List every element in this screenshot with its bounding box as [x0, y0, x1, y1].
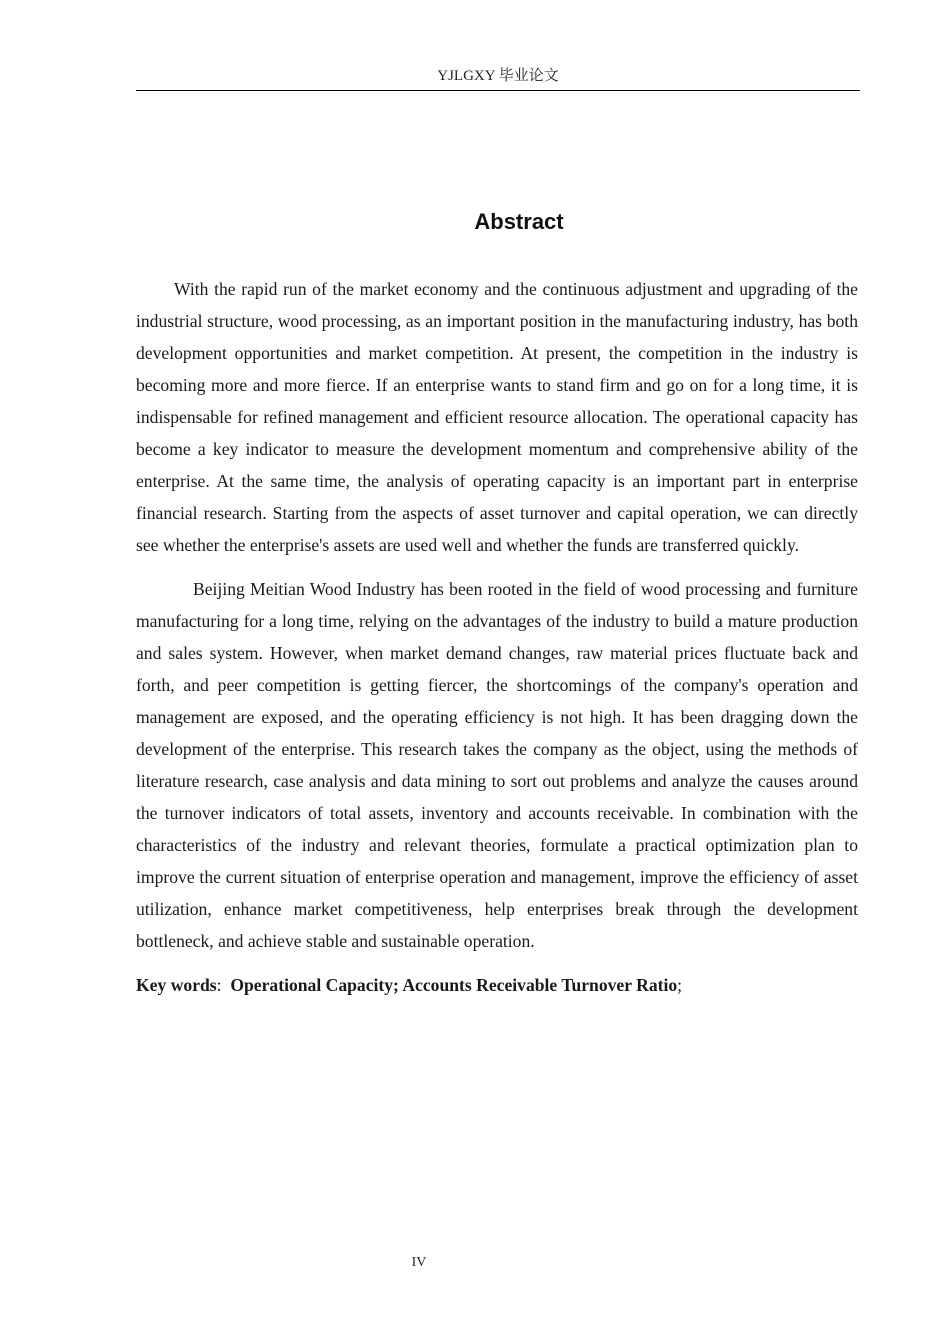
abstract-title: Abstract [474, 209, 564, 234]
abstract-paragraph-1: With the rapid run of the market economy and the continuous adjustment and upgrading of the industrial structure, wood processing, as an important position in the manufacturing industry, has both development opportunities and market competition. At present, the competition in the industry is becoming more and more fierce. If an enterprise wants to stand firm and go on for a long time, it is indispensable for refined management and efficient resource allocation. The operational capacity has become a key indicator to measure the development momentum and comprehensive ability of the enterprise. At the same time, the analysis of operating capacity is an important part in enterprise financial research. Starting from the aspects of asset turnover and capital operation, we can directly see whether the enterprise's assets are used well and whether the funds are transferred quickly. [136, 279, 858, 555]
keywords-label: Key words [136, 975, 217, 995]
page-header: YJLGXY 毕业论文 [437, 68, 559, 84]
keywords-value: Operational Capacity; Accounts Receivable Turnover Ratio [230, 975, 678, 995]
keywords-line [136, 969, 858, 1001]
keywords-trailing: ; [677, 975, 683, 995]
page-number: IV [411, 1255, 427, 1270]
keywords-separator: : [216, 975, 231, 995]
abstract-paragraph-2: Beijing Meitian Wood Industry has been rooted in the field of wood processing and furniture manufacturing for a long time, relying on the advantages of the industry to build a mature production and sales system. However, when market demand changes, raw material prices fluctuate back and forth, and peer competition is getting fiercer, the shortcomings of the company's operation and management are exposed, and the operating efficiency is not high. It has been dragging down the development of the enterprise. This research takes the company as the object, using the methods of literature research, case analysis and data mining to sort out problems and analyze the causes around the turnover indicators of total assets, inventory and accounts receivable. In combination with the characteristics of the industry and relevant theories, formulate a practical optimization plan to improve the current situation of enterprise operation and management, improve the efficiency of asset utilization, enhance market competitiveness, help enterprises break through the development bottleneck, and achieve stable and sustainable operation. [136, 579, 858, 951]
abstract-body [136, 273, 858, 1001]
header-rule [136, 90, 860, 91]
